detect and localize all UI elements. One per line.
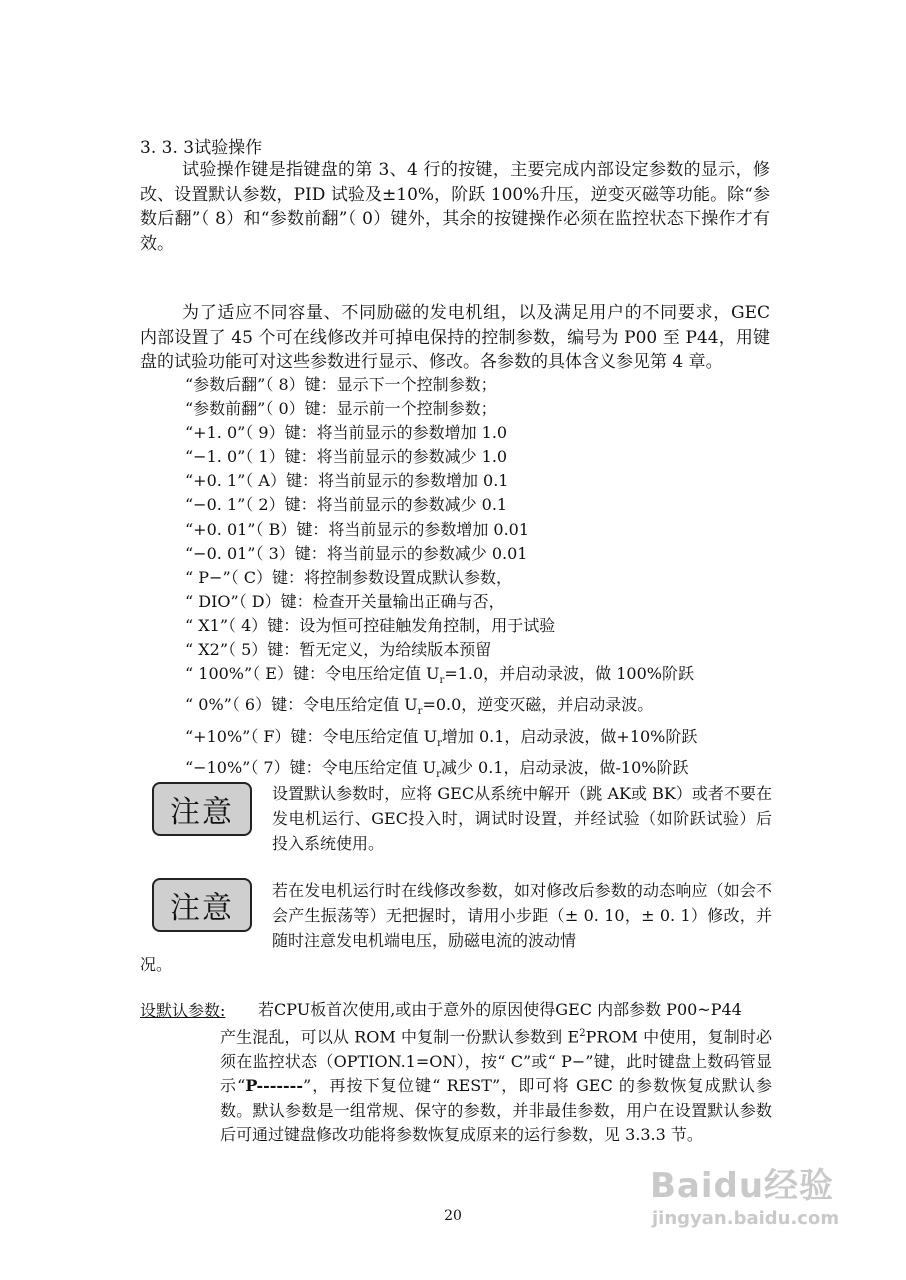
key-item: “−0. 1”（ 2）键：将当前显示的参数减少 0.1 — [185, 495, 508, 515]
key-item: “ X2”（ 5）键：暂无定义，为给续版本预留 — [185, 640, 492, 660]
watermark-url: jingyan.baidu.com — [652, 1208, 840, 1229]
intro-paragraph: 试验操作键是指键盘的第 3、4 行的按键，主要完成内部设定参数的显示，修改、设置默认参数，PID 试验及±10%，阶跃 100%升压，逆变灭磁等功能。除“参数后翻”（ 8）和“参数前翻”（ 0）键外，其余的按键操作必须在监控状态下操作才有效。 — [140, 160, 770, 254]
key-item: “参数前翻”（ 0）键：显示前一个控制参数； — [185, 399, 497, 419]
key-item: “ 0%”（ 6）键：令电压给定值 $U_r=0.0$，逆变灭磁，并启动录波。 — [185, 695, 654, 718]
key-item: “−0. 01”（ 3）键：将当前显示的参数减少 0.01 — [185, 543, 528, 563]
note-text-2: 若在发电机运行时在线修改参数，如对修改后参数的动态响应（如会不会产生振荡等）无把握时，请用小步距（± 0. 10，± 0. 1）修改，并随时注意发电机端电压，励磁电流的波动情 — [272, 881, 772, 950]
key-item: “+1. 0”（ 9）键：将当前显示的参数增加 1.0 — [185, 423, 508, 443]
default-params-first-line: 若CPU板首次使用,或由于意外的原因使得GEC 内部参数 P00~P44 — [258, 1000, 742, 1019]
key-item: “参数后翻”（ 8）键：显示下一个控制参数； — [185, 375, 497, 394]
key-item: “−1. 0”（ 1）键：将当前显示的参数减少 1.0 — [185, 447, 508, 467]
key-item: “ 100%”（ E）键：令电压给定值 $U_r=1.0$，并启动录波，做 100%阶跃 — [185, 664, 694, 687]
key-item: “ X1”（ 4）键：设为恒可控硅触发角控制，用于试验 — [185, 615, 556, 635]
note-text-2-end: 况。 — [140, 955, 173, 974]
parameters-paragraph: 为了适应不同容量、不同励磁的发电机组，以及满足用户的不同要求，GEC 内部设置了 45 个可在线修改并可掉电保持的控制参数，编号为 P00 至 P44，用键盘的试验功能可对这些参数进行显示、修改。各参数的具体含义参见第 4 章。 — [140, 303, 770, 372]
key-item: “ P−”（ C）键：将控制参数设置成默认参数， — [185, 567, 512, 587]
note-badge-1: 注意 — [152, 782, 252, 836]
note-text-1: 设置默认参数时，应将 GEC从系统中解开（跳 AK或 BK）或者不要在发电机运行、GEC投入时，调试时设置，并经试验（如阶跃试验）后投入系统使用。 — [272, 784, 772, 853]
note-badge-2: 注意 — [152, 878, 252, 932]
key-item: “−10%”（ 7）键：令电压给定值 $U_r$减少 0.1，启动录波，做-10%阶跃 — [185, 757, 689, 781]
key-item: “+0. 01”（ B）键：将当前显示的参数增加 0.01 — [185, 519, 530, 539]
key-function-list — [185, 373, 697, 787]
watermark-logo-icon: Baidu经验 — [650, 1166, 835, 1206]
key-item: “+10%”（ F）键：令电压给定值 $U_r$增加 0.1，启动录波，做+10%阶跃 — [185, 726, 698, 749]
default-params-label: 设默认参数: — [140, 1001, 226, 1020]
default-params-body: 产生混乱，可以从 ROM 中复制一份默认参数到 $E^2PROM$ 中使用，复制时必须在监控状态（OPTION.1=ON），按“ C”或“ P−”键，此时键盘上数码管显示“P-------”，再按下复位键“ REST”，即可将 GEC 的参数恢复成默认参数。默认参数是一组常规、保守的参数，并非最佳参数，用户在设置默认参数后可通过键盘修改功能将参数恢复成原来的运行参数，见 3.3.3 节。 — [220, 1027, 772, 1145]
key-item: “+0. 1”（ A）键：将当前显示的参数增加 0.1 — [185, 471, 509, 491]
page-number: 20 — [444, 1208, 462, 1224]
baidu-watermark — [650, 1158, 880, 1248]
key-item: “ DIO”（ D）键：检查开关量输出正确与否， — [185, 591, 505, 611]
section-heading: 3. 3. 3试验操作 — [140, 138, 263, 158]
